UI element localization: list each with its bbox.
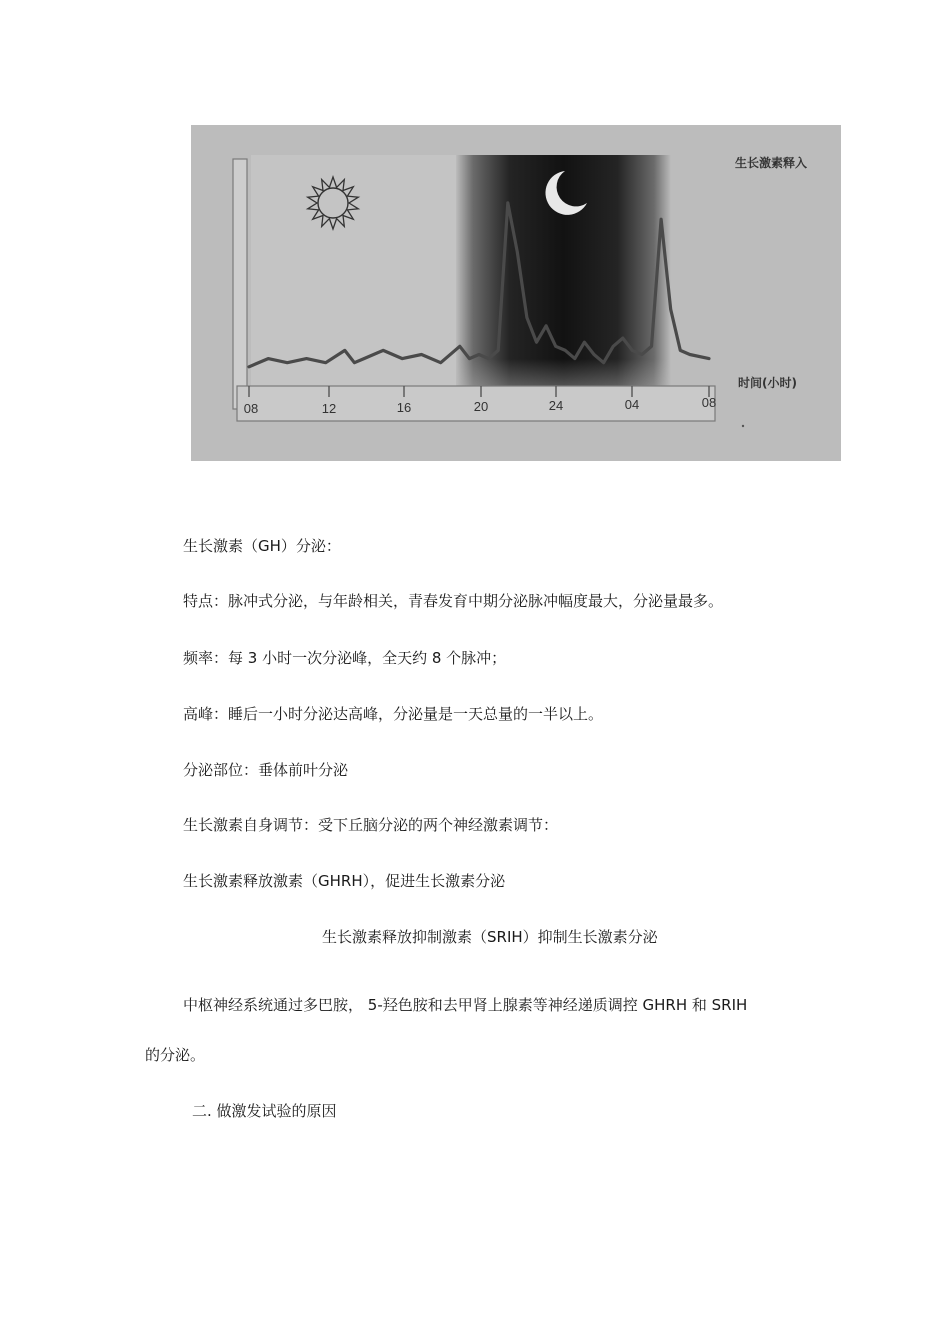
tick-label: 16 xyxy=(396,400,412,415)
gh-secretion-chart xyxy=(191,125,841,461)
cns-line-1: 中枢神经系统通过多巴胺， 5-羟色胺和去甲肾上腺素等神经递质调控 GHRH 和 SRIH xyxy=(183,996,748,1014)
frequency-line: 频率：每 3 小时一次分泌峰，全天约 8 个脉冲； xyxy=(183,649,507,667)
secretion-site-line: 分泌部位：垂体前叶分泌 xyxy=(183,761,349,779)
gh-secretion-figure xyxy=(191,125,841,461)
gh-secretion-heading: 生长激素（GH）分泌： xyxy=(183,537,341,555)
tick-label: 08 xyxy=(243,401,259,416)
tick-label: 12 xyxy=(321,401,337,416)
next-section-heading: 二. 做激发试验的原因 xyxy=(192,1102,337,1120)
feature-line: 特点：脉冲式分泌，与年龄相关，青春发育中期分泌脉冲幅度最大，分泌量最多。 xyxy=(183,592,724,610)
peak-line: 高峰：睡后一小时分泌达高峰，分泌量是一天总量的一半以上。 xyxy=(183,705,604,723)
tick-label: 04 xyxy=(624,397,640,412)
srih-line: 生长激素释放抑制激素（SRIH）抑制生长激素分泌 xyxy=(322,928,658,946)
x-axis-label: 时间(小时) xyxy=(738,376,797,390)
ghrh-line: 生长激素释放激素（GHRH），促进生长激素分泌 xyxy=(183,872,506,890)
tick-label: 20 xyxy=(473,399,489,414)
legend-text: 生长激素释入 xyxy=(735,156,808,170)
cns-line-2: 的分泌。 xyxy=(145,1046,206,1064)
tick-label: 24 xyxy=(548,398,564,413)
regulation-line: 生长激素自身调节：受下丘脑分泌的两个神经激素调节： xyxy=(183,816,559,834)
tick-label: 08 xyxy=(701,395,717,410)
y-axis-bar xyxy=(233,159,247,409)
